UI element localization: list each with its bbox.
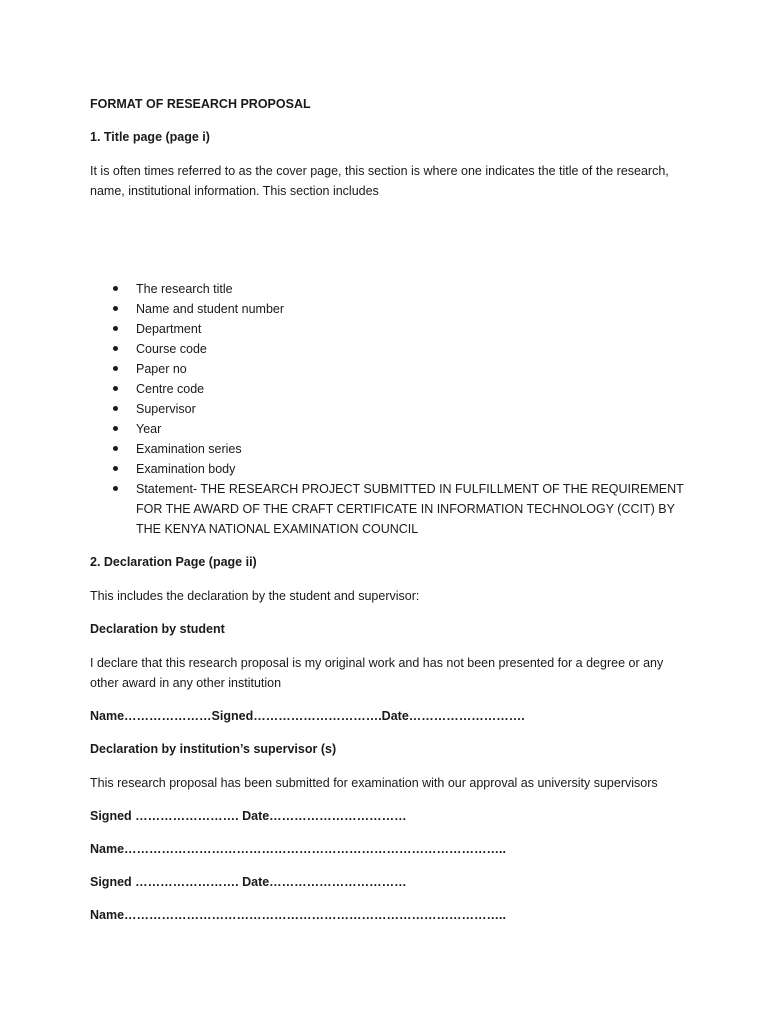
bullet-icon bbox=[113, 286, 118, 291]
list-item bbox=[90, 279, 688, 299]
bullet-icon bbox=[113, 486, 118, 491]
list-item-text: The research title bbox=[136, 282, 233, 296]
bullet-icon bbox=[113, 406, 118, 411]
section-1-heading: 1. Title page (page i) bbox=[90, 130, 210, 144]
list-item bbox=[90, 299, 688, 319]
list-item bbox=[90, 479, 688, 539]
list-item-text: Supervisor bbox=[136, 402, 196, 416]
supervisor-signed-line-2: Signed ……………………. Date…………………………… bbox=[90, 875, 407, 889]
bullet-icon bbox=[113, 306, 118, 311]
bullet-icon bbox=[113, 326, 118, 331]
list-item bbox=[90, 319, 688, 339]
list-item bbox=[90, 379, 688, 399]
list-item bbox=[90, 339, 688, 359]
student-declaration-heading: Declaration by student bbox=[90, 622, 225, 636]
bullet-icon bbox=[113, 426, 118, 431]
list-item-text: Paper no bbox=[136, 362, 187, 376]
list-item-text: Year bbox=[136, 422, 162, 436]
list-item-text: Centre code bbox=[136, 382, 205, 396]
supervisor-name-line-2: Name……………………………………………………………………………….. bbox=[90, 908, 506, 922]
list-item bbox=[90, 399, 688, 419]
bullet-icon bbox=[113, 366, 118, 371]
student-signature-line: Name…………………Signed………………………….Date………………………. bbox=[90, 709, 525, 723]
section-1-intro: It is often times referred to as the cover page, this section is where one indicates the title of the research, name, institutional information. This section includes bbox=[90, 164, 669, 198]
bullet-icon bbox=[113, 346, 118, 351]
list-item-text: Name and student number bbox=[136, 302, 285, 316]
supervisor-declaration-heading: Declaration by institution’s supervisor (s) bbox=[90, 742, 337, 756]
title-page-items-list bbox=[90, 279, 688, 539]
bullet-icon bbox=[113, 386, 118, 391]
list-item-text: Examination body bbox=[136, 462, 236, 476]
list-item bbox=[90, 459, 688, 479]
section-2-heading: 2. Declaration Page (page ii) bbox=[90, 555, 257, 569]
list-item bbox=[90, 419, 688, 439]
bullet-icon bbox=[113, 446, 118, 451]
list-item bbox=[90, 359, 688, 379]
list-item-text: Examination series bbox=[136, 442, 242, 456]
bullet-icon bbox=[113, 466, 118, 471]
list-item-text: Department bbox=[136, 322, 202, 336]
section-2-intro: This includes the declaration by the student and supervisor: bbox=[90, 589, 420, 603]
supervisor-signed-line-1: Signed ……………………. Date…………………………… bbox=[90, 809, 407, 823]
supervisor-declaration-text: This research proposal has been submitted for examination with our approval as university supervisors bbox=[90, 776, 658, 790]
list-item bbox=[90, 439, 688, 459]
supervisor-name-line-1: Name……………………………………………………………………………….. bbox=[90, 842, 506, 856]
student-declaration-text: I declare that this research proposal is my original work and has not been presented for a degree or any other award in any other institution bbox=[90, 656, 664, 690]
list-item-text: Course code bbox=[136, 342, 207, 356]
list-item-text: Statement- THE RESEARCH PROJECT SUBMITTED IN FULFILLMENT OF THE REQUIREMENT FOR THE AWARD OF THE CRAFT CERTIFICATE IN INFORMATION TECHNOLOGY (CCIT) BY THE KENYA NATIONAL EXAMINATION COUNCIL bbox=[136, 482, 684, 536]
document-title: FORMAT OF RESEARCH PROPOSAL bbox=[90, 97, 311, 111]
